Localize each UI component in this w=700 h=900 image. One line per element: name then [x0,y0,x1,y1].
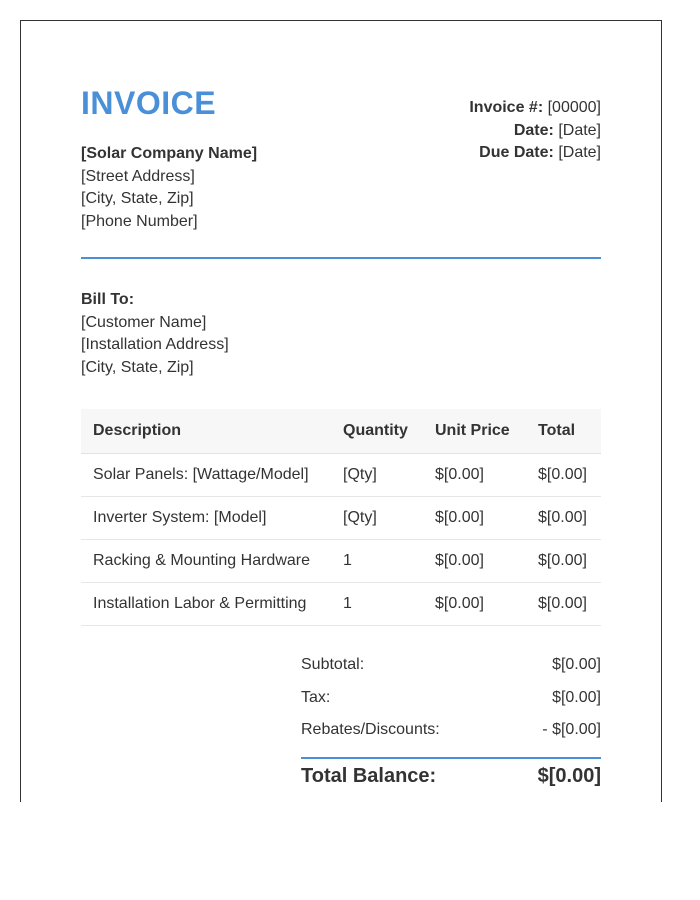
bill-to-customer: [Customer Name] [81,313,207,331]
bill-to-city: [City, State, Zip] [81,358,194,376]
cell-unit-price: $[0.00] [423,496,526,539]
invoice-header [81,21,601,259]
tax-label: Tax: [301,688,331,706]
tax-row [301,682,601,715]
total-balance-value: $[0.00] [537,764,601,787]
invoice-title: INVOICE [81,85,217,121]
cell-quantity: [Qty] [331,453,423,496]
cell-description: Inverter System: [Model] [81,496,331,539]
cell-total: $[0.00] [526,453,601,496]
cell-unit-price: $[0.00] [423,453,526,496]
bill-to-block [81,289,229,379]
rebates-row [301,714,601,747]
header-divider [81,257,601,259]
company-block [81,143,257,233]
bill-to-label: Bill To: [81,291,135,308]
invoice-content [81,21,601,787]
invoice-meta [469,97,601,165]
company-street: [Street Address] [81,167,195,185]
table-row [81,453,601,496]
header-total: Total [526,409,601,453]
invoice-number-value: [00000] [547,99,601,116]
header-unit-price: Unit Price [423,409,526,453]
invoice-due-row [469,142,601,165]
table-row [81,582,601,625]
cell-total: $[0.00] [526,539,601,582]
invoice-due-label: Due Date: [479,144,554,161]
rebates-label: Rebates/Discounts: [301,721,440,739]
totals-divider [301,757,601,759]
total-balance-label: Total Balance: [301,764,437,787]
bill-to-address: [Installation Address] [81,336,229,353]
company-phone: [Phone Number] [81,212,198,230]
cell-unit-price: $[0.00] [423,582,526,625]
company-name: [Solar Company Name] [81,145,258,162]
invoice-page [20,20,662,802]
invoice-number-label: Invoice #: [469,99,544,116]
tax-value: $[0.00] [552,688,601,706]
totals-block [301,649,601,788]
cell-description: Racking & Mounting Hardware [81,539,331,582]
subtotal-row [301,649,601,682]
line-items-table [81,409,601,626]
header-description: Description [81,409,331,453]
subtotal-value: $[0.00] [552,656,601,674]
table-header-row [81,409,601,453]
company-city: [City, State, Zip] [81,190,194,207]
subtotal-label: Subtotal: [301,656,365,674]
rebates-value: - $[0.00] [542,721,601,739]
total-balance-row [301,765,601,788]
invoice-date-label: Date: [513,121,554,139]
cell-quantity: 1 [331,539,423,582]
cell-unit-price: $[0.00] [423,539,526,582]
header-quantity: Quantity [331,409,423,453]
invoice-number-row [469,97,601,120]
invoice-date-row [469,120,601,143]
invoice-due-value: [Date] [558,144,601,161]
cell-total: $[0.00] [526,582,601,625]
cell-description: Installation Labor & Permitting [81,582,331,625]
cell-total: $[0.00] [526,496,601,539]
cell-description: Solar Panels: [Wattage/Model] [81,453,331,496]
table-row [81,539,601,582]
cell-quantity: 1 [331,582,423,625]
table-row [81,496,601,539]
invoice-date-value: [Date] [558,121,601,139]
cell-quantity: [Qty] [331,496,423,539]
